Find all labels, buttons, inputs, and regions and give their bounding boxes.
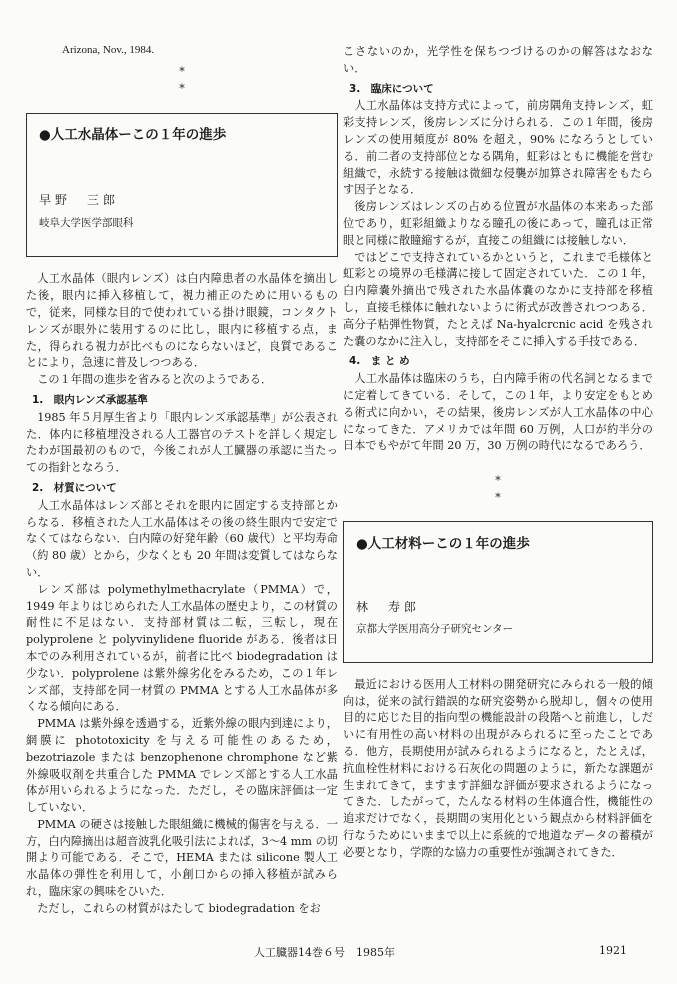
paragraph: こさないのか，光学性を保ちつづけるのかの解答はなおない． — [343, 45, 653, 75]
right-column — [343, 0, 653, 861]
paragraph: 人工水晶体はレンズ部とそれを眼内に固定する支持部とからなる．移植された人工水晶体はその後の終生眼内で安定でなくてはならない．白内障の好発年齢（60 歳代）と平均寿命（約 80 歳）とから，少なくとも 20 年間は変質してはならない． — [26, 498, 338, 579]
page-number: 1921 — [599, 944, 627, 957]
article-header-box — [26, 113, 338, 257]
paragraph: この１年間の進歩を省みると次のようである． — [37, 373, 273, 387]
reference-line: Arizona, Nov., 1984. — [62, 44, 155, 56]
paragraph: PMMA は紫外線を透過する，近紫外線の眼内到達により，網膜に phototoxicity を与える可能性のあるため，bezotriazole または benzophenone chromphone など紫外線吸収剤を共重合した PMMA でレンズ部とする人工水晶体が用いられるようになった．ただし，その臨床評価は一定していない． — [26, 717, 338, 815]
paragraph: ただし，これらの材質がはたして biodegradation をお — [37, 901, 321, 915]
author-name: 早野 三郎 — [39, 193, 120, 208]
author-affiliation: 京都大学医用高分子研究センター — [356, 623, 514, 636]
section-heading: 2. 材質について — [32, 481, 117, 494]
paragraph: PMMA の硬さは接触した眼組織に機械的傷害を与える．一方，白内障摘出は超音波乳化吸引法によれば，3〜4 mm の切開より可能である．そこで，HEMA または silicone 製人工水晶体の弾性を利用して，小創口からの挿入移植が試みられ，臨床家の興味をひいた． — [26, 817, 338, 899]
article-body — [343, 677, 653, 862]
paragraph: レンズ部は polymethylmethacrylate（PMMA）で，1949 年よりはじめられた人工水晶体の歴史より，この材質の耐性に不足はない．支持部材質は二転，三転し，現在 polyprolene と polyvinylidene fluoride がある．後者は日本でのみ利用されているが，前者に比べ biodegradation は少ない．polyprolene は紫外線劣化をみるため，この１年レンズ部，支持部を同一材質の PMMA とする人工水晶体が多くなる傾向にある． — [26, 582, 338, 714]
author-name: 林 寿郎 — [356, 599, 421, 614]
article-title: ●人工材料ーこの１年の進歩 — [356, 535, 530, 552]
paragraph: 後房レンズはレンズの占める位置が水晶体の本来あった部位であり，虹彩組織よりなる瞳孔の後にあって，瞳孔は正常眼と同様に散瞳縮するが，直接この組織には接触しない． — [343, 200, 653, 247]
journal-footer: 人工臓器14巻６号 1985年 — [254, 946, 395, 959]
paragraph: ではどこで支持されているかというと，これまで毛様体と虹彩との境界の毛様溝に接して固定されていた．この１年，白内障嚢外摘出で残された水晶体嚢のなかに支持部を移植し，直接毛様体に触れないように術式が改善されつつある．高分子粘弾性物質，たとえば Na-hyalcrcnic acid を残された嚢のなかに注入し，支持部をそこに挿入する手技である． — [343, 250, 653, 348]
paragraph: 最近における医用人工材料の開発研究にみられる一般的傾向は，従来の試行錯誤的な研究姿勢から脱却し，個々の使用目的に応じた目的指向型の機能設計の段階へと前進し，しだいに有用性の高い材料の出現がみられるに至ったことである．他方，長期使用が試みられるようになると，たとえば，抗血栓性材料における石灰化の問題のように，新たな課題が生まれてきて，ますます詳細な評価が要求されるようになってきた．したがって，たんなる材料の生体適合性，機能性の追求だけでなく，長期間の実用化という観点から材料評価を行なうためにいままで以上に系統的で地道なデータの蓄積が必要となり，学際的な協力の重要性が強調されてきた． — [343, 677, 653, 859]
article-title: ●人工水晶体ーこの１年の進歩 — [39, 127, 227, 144]
section-heading: 1. 眼内レンズ承認基準 — [32, 393, 148, 406]
paragraph: 人工水晶体（眼内レンズ）は白内障患者の水晶体を摘出した後，眼内に挿入移植して，視力補正のために用いるもので，従来，同様な目的で使われている掛け眼鏡，コンタクトレンズが眼外に装用するのに比し，眼内に移植する点，また，得られる視力が比べものにならないほど，良質であることにより，急速に普及しつつある． — [26, 272, 338, 370]
paragraph: 人工水晶体は支持方式によって，前房隅角支持レンズ，虹彩支持レンズ，後房レンズに分けられる．この１年間，後房レンズの使用頻度が 80% を超え，90% になろうとしている．前二者の支持部位となる隅角，虹彩はともに機能を営む組織で，永続する接触は微細な侵襲が加算され障害をもたらす因子となる． — [343, 99, 653, 197]
paragraph: 人工水晶体は臨床のうち，白内障手術の代名詞となるまでに定着してきている．そして，この１年，より安定をもとめる術式に向かい，その結果，後房レンズが人工水晶体の中心になってきた．アメリカでは年間 60 万例，人口が約半分の日本でもやがて年間 20 万，30 万例の時代になるであろう． — [343, 372, 653, 453]
article-body — [26, 271, 338, 917]
section-separator: * * — [495, 474, 577, 504]
section-heading: 3. 臨床について — [349, 82, 434, 95]
section-separator: * * — [179, 64, 261, 95]
section-heading: 4. ま と め — [349, 355, 410, 368]
paragraph: 1985 年５月厚生省より「眼内レンズ承認基準」が公表された．体内に移植埋没される人工器官のテストを詳しく規定したわが国最初のもので，今後これが人工臓器の承認に当たっての指針となろう． — [26, 410, 338, 475]
author-affiliation: 岐阜大学医学部眼科 — [39, 216, 134, 229]
left-column — [26, 0, 338, 918]
article-header-box — [343, 521, 653, 663]
